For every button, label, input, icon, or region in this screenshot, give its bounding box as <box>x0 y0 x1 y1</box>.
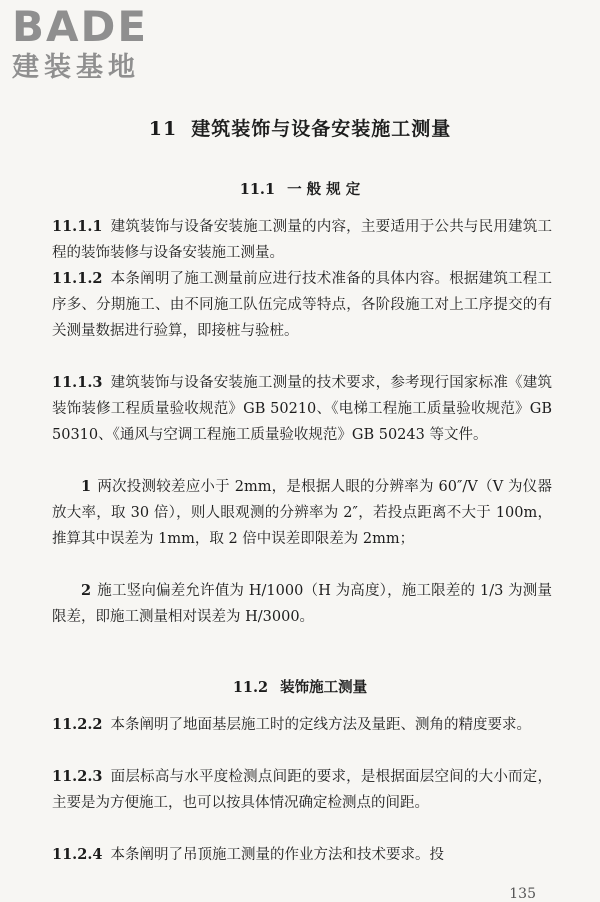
clause-11-2-3 <box>52 764 552 816</box>
clause-number: 11.1.2 <box>52 270 103 287</box>
clause-number: 11.1.1 <box>52 218 103 235</box>
clause-11-2-4 <box>52 842 552 868</box>
clause-11-1-1 <box>52 214 552 266</box>
section-number: 11.1 <box>239 181 276 198</box>
clause-11-1-2 <box>52 266 552 344</box>
item-text: 施工竖向偏差允许值为 H/1000（H 为高度），施工限差的 1/3 为测量限差，即施工测量相对误差为 H/3000。 <box>52 583 552 625</box>
section-heading-11-1 <box>0 178 600 199</box>
logo-brand: BADE <box>12 2 149 51</box>
list-item-2 <box>52 578 552 630</box>
clause-text: 建筑装饰与设备安装施工测量的技术要求，参考现行国家标准《建筑装饰装修工程质量验收规范》GB 50210、《电梯工程施工质量验收规范》GB 50310、《通风与空调工程施工质量验收规范》GB 50243 等文件。 <box>52 375 552 443</box>
clause-number: 11.2.3 <box>52 768 103 785</box>
clause-11-2-2 <box>52 712 552 738</box>
list-item-1 <box>52 474 552 552</box>
chapter-title: 建筑装饰与设备安装施工测量 <box>191 118 452 140</box>
clause-number: 11.2.4 <box>52 846 103 863</box>
page-number: 135 <box>509 886 536 902</box>
section-title: 装饰施工测量 <box>280 679 368 696</box>
clause-number: 11.1.3 <box>52 374 103 391</box>
item-number: 2 <box>81 582 92 599</box>
clause-text: 面层标高与水平度检测点间距的要求，是根据面层空间的大小而定，主要是为方便施工，也可以按具体情况确定检测点的间距。 <box>52 769 552 811</box>
item-number: 1 <box>81 478 92 495</box>
item-text: 两次投测较差应小于 2mm，是根据人眼的分辨率为 60″/V（V 为仪器放大率，取 30 倍），则人眼观测的分辨率为 2″，若投点距离不大于 100m，推算其中误差为 1mm，取 2 倍中误差即限差为 2mm； <box>52 479 552 547</box>
section-title: 一 般 规 定 <box>287 181 361 198</box>
chapter-number: 11 <box>148 118 178 140</box>
clause-text: 本条阐明了地面基层施工时的定线方法及量距、测角的精度要求。 <box>110 717 531 733</box>
chapter-heading <box>0 114 600 141</box>
section-heading-11-2 <box>0 676 600 697</box>
section-number: 11.2 <box>232 679 269 696</box>
clause-text: 建筑装饰与设备安装施工测量的内容，主要适用于公共与民用建筑工程的装饰装修与设备安装施工测量。 <box>52 219 552 261</box>
logo-tagline: 建装基地 <box>12 52 140 83</box>
clause-text: 本条阐明了吊顶施工测量的作业方法和技术要求。投 <box>110 847 444 863</box>
logo <box>12 4 148 84</box>
clause-number: 11.2.2 <box>52 716 103 733</box>
clause-11-1-3 <box>52 370 552 448</box>
clause-text: 本条阐明了施工测量前应进行技术准备的具体内容。根据建筑工程工序多、分期施工、由不同施工队伍完成等特点，各阶段施工对上工序提交的有关测量数据进行验算，即接桩与验桩。 <box>52 271 552 339</box>
